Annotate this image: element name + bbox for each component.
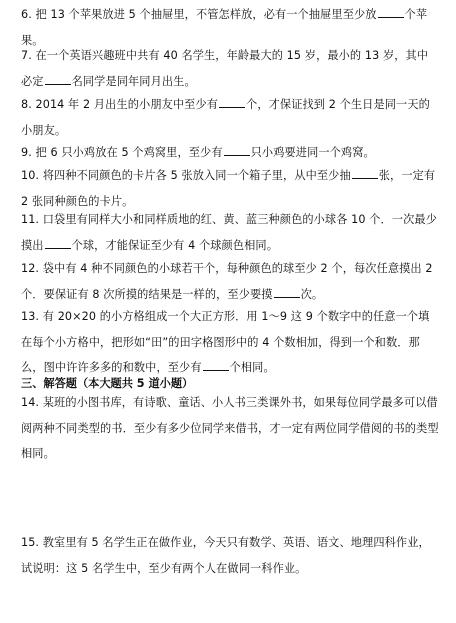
question-10-text-b: 张，一定有 2 张同种颜色的卡片。 <box>21 169 436 208</box>
question-7 <box>21 43 439 94</box>
question-11 <box>21 207 439 258</box>
question-12 <box>21 256 439 307</box>
question-11-text-b: 个球，才能保证至少有 4 个球颜色相同。 <box>71 238 278 252</box>
question-8 <box>21 92 439 143</box>
question-15: 15. 教室里有 5 名学生正在做作业，今天只有数学、英语、语文、地理四科作业，试说明：这 5 名学生中，至少有两个人在做同一科作业。 <box>21 536 430 575</box>
question-7-text-b: 名同学是同年同月出生。 <box>71 74 196 88</box>
answer-blank[interactable] <box>378 5 404 18</box>
question-8-text-a: 8. 2014 年 2 月出生的小朋友中至少有 <box>21 98 219 111</box>
question-6-text-a: 6. 把 13 个苹果放进 5 个抽屉里，不管怎样放，必有一个抽屉里至少放 <box>21 8 377 21</box>
question-12-text-b: 次。 <box>300 287 324 301</box>
question-9-text-b: 只小鸡要进同一个鸡窝。 <box>250 146 375 159</box>
answer-blank[interactable] <box>45 72 71 85</box>
question-10-text-a: 10. 将四种不同颜色的卡片各 5 张放入同一个箱子里，从中至少抽 <box>21 169 351 182</box>
answer-blank[interactable] <box>352 166 378 179</box>
answer-blank[interactable] <box>45 236 71 249</box>
question-7-text-a: 7. 在一个英语兴趣班中共有 40 名学生，年龄最大的 15 岁，最小的 13 岁，其中必定 <box>21 49 429 88</box>
question-6-text-b: 个苹果。 <box>21 8 428 47</box>
question-13-text-a: 13. 有 20×20 的小方格组成一个大正方形．用 1～9 这 9 个数字中的任意一个填在每个小方格中，把形如“田”的田字格图形中的 4 个数相加，得到一个和数．那么，图中许许多多的和数中，至少有 <box>21 310 430 374</box>
answer-blank[interactable] <box>224 143 250 156</box>
answer-blank[interactable] <box>274 285 300 298</box>
question-13-text-b: 个相同。 <box>229 361 275 374</box>
question-14: 14. 某班的小图书库，有诗歌、童话、小人书三类课外书，如果每位同学最多可以借阅两种不同类型的书．至少有多少位同学来借书，才一定有两位同学借阅的书的类型相同。 <box>21 396 439 460</box>
answer-blank[interactable] <box>219 95 245 108</box>
question-12-text-a: 12. 袋中有 4 种不同颜色的小球若干个，每种颜色的球至少 2 个，每次任意摸出 2 个．要保证有 8 次所摸的结果是一样的，至少要摸 <box>21 262 433 301</box>
question-13 <box>21 304 439 381</box>
question-8-text-b: 个，才保证找到 2 个生日是同一天的小朋友。 <box>21 98 430 137</box>
answer-blank[interactable] <box>203 358 229 371</box>
question-9-text-a: 9. 把 6 只小鸡放在 5 个鸡窝里，至少有 <box>21 146 223 159</box>
question-11-text-a: 11. 口袋里有同样大小和同样质地的红、黄、蓝三种颜色的小球各 10 个．一次最少摸出 <box>21 213 437 252</box>
question-9 <box>21 140 439 166</box>
section-heading: 三、解答题（本大题共 5 道小题） <box>21 377 194 390</box>
